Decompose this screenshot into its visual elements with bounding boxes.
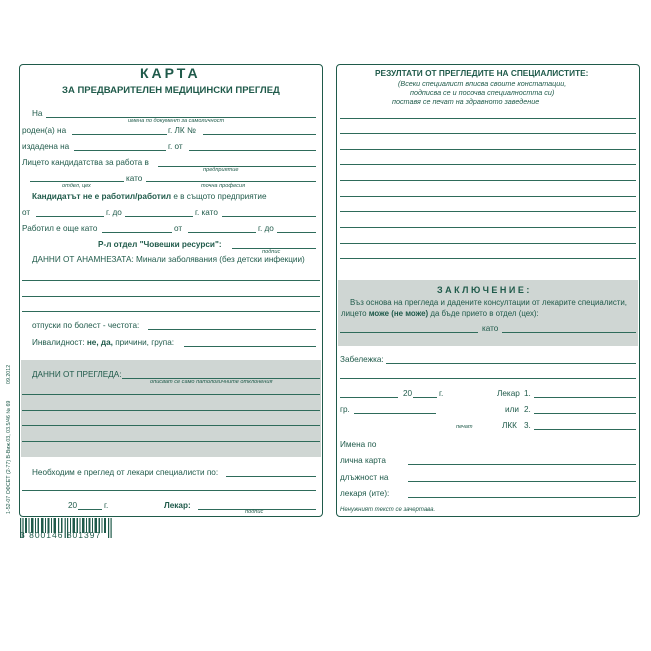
results-line-9[interactable]: [340, 243, 636, 244]
position-label: длъжност на: [340, 473, 389, 482]
results-heading: РЕЗУЛТАТИ ОТ ПРЕГЛЕДИТЕ НА СПЕЦИАЛИСТИТЕ:: [375, 68, 589, 78]
concl-ne-mozhe: (не може): [391, 309, 429, 318]
names-field-3[interactable]: [408, 497, 636, 498]
label-ot2: от: [174, 224, 183, 233]
names-by-label: Имена по: [340, 440, 377, 449]
concl-post: да бъде прието в отдел (цех):: [430, 309, 539, 318]
hint-enterprise: предприятие: [203, 167, 239, 173]
results-line-8[interactable]: [340, 227, 636, 228]
results-line-7[interactable]: [340, 211, 636, 212]
left-year-field[interactable]: [78, 509, 102, 510]
as-field[interactable]: [222, 216, 316, 217]
side-date: 09.2012: [6, 364, 12, 384]
results-line-2[interactable]: [340, 133, 636, 134]
right-one: 1.: [524, 389, 531, 398]
candidate-pre: Кандидатът: [32, 192, 81, 201]
worked: работил/работил: [101, 192, 172, 201]
exam-line-1[interactable]: [22, 394, 320, 395]
doctor-2-field[interactable]: [534, 413, 636, 414]
hint-name: имена по документ за самоличност: [128, 118, 225, 124]
concl-pre: лицето: [341, 309, 367, 318]
results-note-1: (Всеки специалист вписва своите констатации,: [398, 79, 567, 88]
candidate-line: [32, 193, 267, 201]
city-field[interactable]: [354, 413, 436, 414]
doctor-3-field[interactable]: [534, 429, 636, 430]
to2-field[interactable]: [277, 232, 316, 233]
label-worked-also: Работил е още като: [22, 224, 98, 233]
barcode-number: 3 800146 801397: [20, 530, 102, 540]
ne-e: не е: [82, 192, 100, 201]
anamnesis-label: ДАННИ ОТ АНАМНЕЗАТА:: [32, 255, 134, 264]
card-title: КАРТА: [140, 65, 201, 81]
conclusion-kato: като: [482, 324, 499, 333]
names-field-1[interactable]: [408, 464, 636, 465]
from-field[interactable]: [36, 216, 104, 217]
hint-profession: точна професия: [201, 183, 246, 189]
anamnesis-line-3[interactable]: [22, 311, 320, 312]
need-exam-field-2[interactable]: [22, 490, 316, 491]
results-line-3[interactable]: [340, 149, 636, 150]
disability-field[interactable]: [184, 346, 316, 347]
disability-label: Инвалидност:: [32, 338, 85, 347]
results-line-4[interactable]: [340, 164, 636, 165]
left-doctor-label: Лекар:: [164, 501, 191, 510]
exam-line-4[interactable]: [22, 441, 320, 442]
from2-field[interactable]: [188, 232, 256, 233]
disability-line: [32, 339, 174, 347]
right-two: 2.: [524, 405, 531, 414]
right-lkk: ЛКК: [502, 421, 517, 430]
left-year: 20: [68, 501, 78, 510]
results-line-6[interactable]: [340, 196, 636, 197]
results-line-10[interactable]: [340, 258, 636, 259]
exam-data-label: ДАННИ ОТ ПРЕГЛЕДА:: [32, 370, 122, 379]
anamnesis-line-2[interactable]: [22, 296, 320, 297]
dept-field[interactable]: [30, 181, 124, 182]
hint-signature: подпис: [262, 249, 281, 255]
label-lk: г. ЛК №: [168, 126, 196, 135]
label-g-do: г. до: [106, 208, 122, 217]
names-field-2[interactable]: [408, 481, 636, 482]
issued-field[interactable]: [74, 150, 166, 151]
id-card-label: лична карта: [340, 456, 386, 465]
exam-line-2[interactable]: [22, 410, 320, 411]
exam-line-3[interactable]: [22, 425, 320, 426]
remark-field[interactable]: [386, 363, 636, 364]
need-exam-field[interactable]: [226, 476, 316, 477]
need-exam-label: Необходим е преглед от лекари специалисти по:: [32, 468, 219, 477]
anamnesis-line: [32, 256, 305, 264]
anamnesis-rest: Минали заболявания (без детски инфекции): [136, 255, 305, 264]
to-field[interactable]: [125, 216, 193, 217]
birth-field[interactable]: [72, 134, 167, 135]
worked-also-field[interactable]: [102, 232, 172, 233]
hint-signature2: подпис: [245, 509, 264, 515]
results-line-1[interactable]: [340, 118, 636, 119]
hr-label: Р-л отдел "Човешки ресурси":: [98, 240, 222, 249]
remark-field-2[interactable]: [340, 378, 636, 379]
results-note-3: поставя се печат на здравното заведение: [392, 97, 540, 106]
left-g: г.: [104, 501, 109, 510]
doctor-1-field[interactable]: [534, 397, 636, 398]
right-place-field[interactable]: [340, 397, 398, 398]
label-g-ot: г. от: [168, 142, 183, 151]
results-line-5[interactable]: [340, 180, 636, 181]
disability-rest: причини, група:: [115, 338, 175, 347]
conclusion-heading: ЗАКЛЮЧЕНИЕ:: [437, 285, 532, 295]
right-or: или: [505, 405, 519, 414]
right-g: г.: [439, 389, 444, 398]
label-g-do2: г. до: [258, 224, 274, 233]
hint-dept: отдел, цех: [62, 183, 91, 189]
profession-field[interactable]: [146, 181, 316, 182]
label-sick-leave: отпуски по болест - честота:: [32, 321, 140, 330]
doctors-label: лекаря (ите):: [340, 489, 390, 498]
concl-mozhe: може: [368, 309, 390, 318]
label-izdadena: издадена на: [22, 142, 70, 151]
candidate-post: е в същото предприятие: [173, 192, 267, 201]
conclusion-kato-field[interactable]: [502, 332, 636, 333]
label-kato: като: [126, 174, 143, 183]
right-year-field[interactable]: [413, 397, 437, 398]
lk-field[interactable]: [203, 134, 316, 135]
conclusion-dept-field[interactable]: [340, 332, 478, 333]
conclusion-text-2: [341, 310, 539, 318]
conclusion-text-1: Въз основа на прегледа и дадените консултации от лекарите специалисти,: [350, 298, 627, 307]
right-three: 3.: [524, 421, 531, 430]
label-liceto: Лицето кандидатства за работа в: [22, 158, 149, 167]
label-g-kato: г. като: [195, 208, 218, 217]
sick-leave-field[interactable]: [148, 329, 316, 330]
remark-label: Забележка:: [340, 355, 384, 364]
footnote: Ненужният текст се зачертава.: [340, 507, 436, 513]
anamnesis-line-1[interactable]: [22, 280, 320, 281]
label-ot: от: [22, 208, 31, 217]
stamp-label: печат: [456, 424, 473, 430]
label-na: На: [32, 109, 43, 118]
disability-opts: не, да,: [86, 338, 113, 347]
right-gr: гр.: [340, 405, 350, 414]
label-roden: роден(а) на: [22, 126, 67, 135]
right-year: 20: [403, 389, 413, 398]
right-doctor-label: Лекар: [497, 389, 520, 398]
card-subtitle: ЗА ПРЕДВАРИТЕЛЕН МЕДИЦИНСКИ ПРЕГЛЕД: [62, 85, 280, 96]
side-code: 1-52-07 ОФСЕТ (2-77) В-Виж.03, 03.5/46 № 69: [6, 400, 12, 514]
results-note-2: подписва се и посочва специалността си): [410, 88, 555, 97]
hint-pathology: описват се само патологичните отклонения: [150, 379, 273, 385]
issued-by-field[interactable]: [189, 150, 316, 151]
